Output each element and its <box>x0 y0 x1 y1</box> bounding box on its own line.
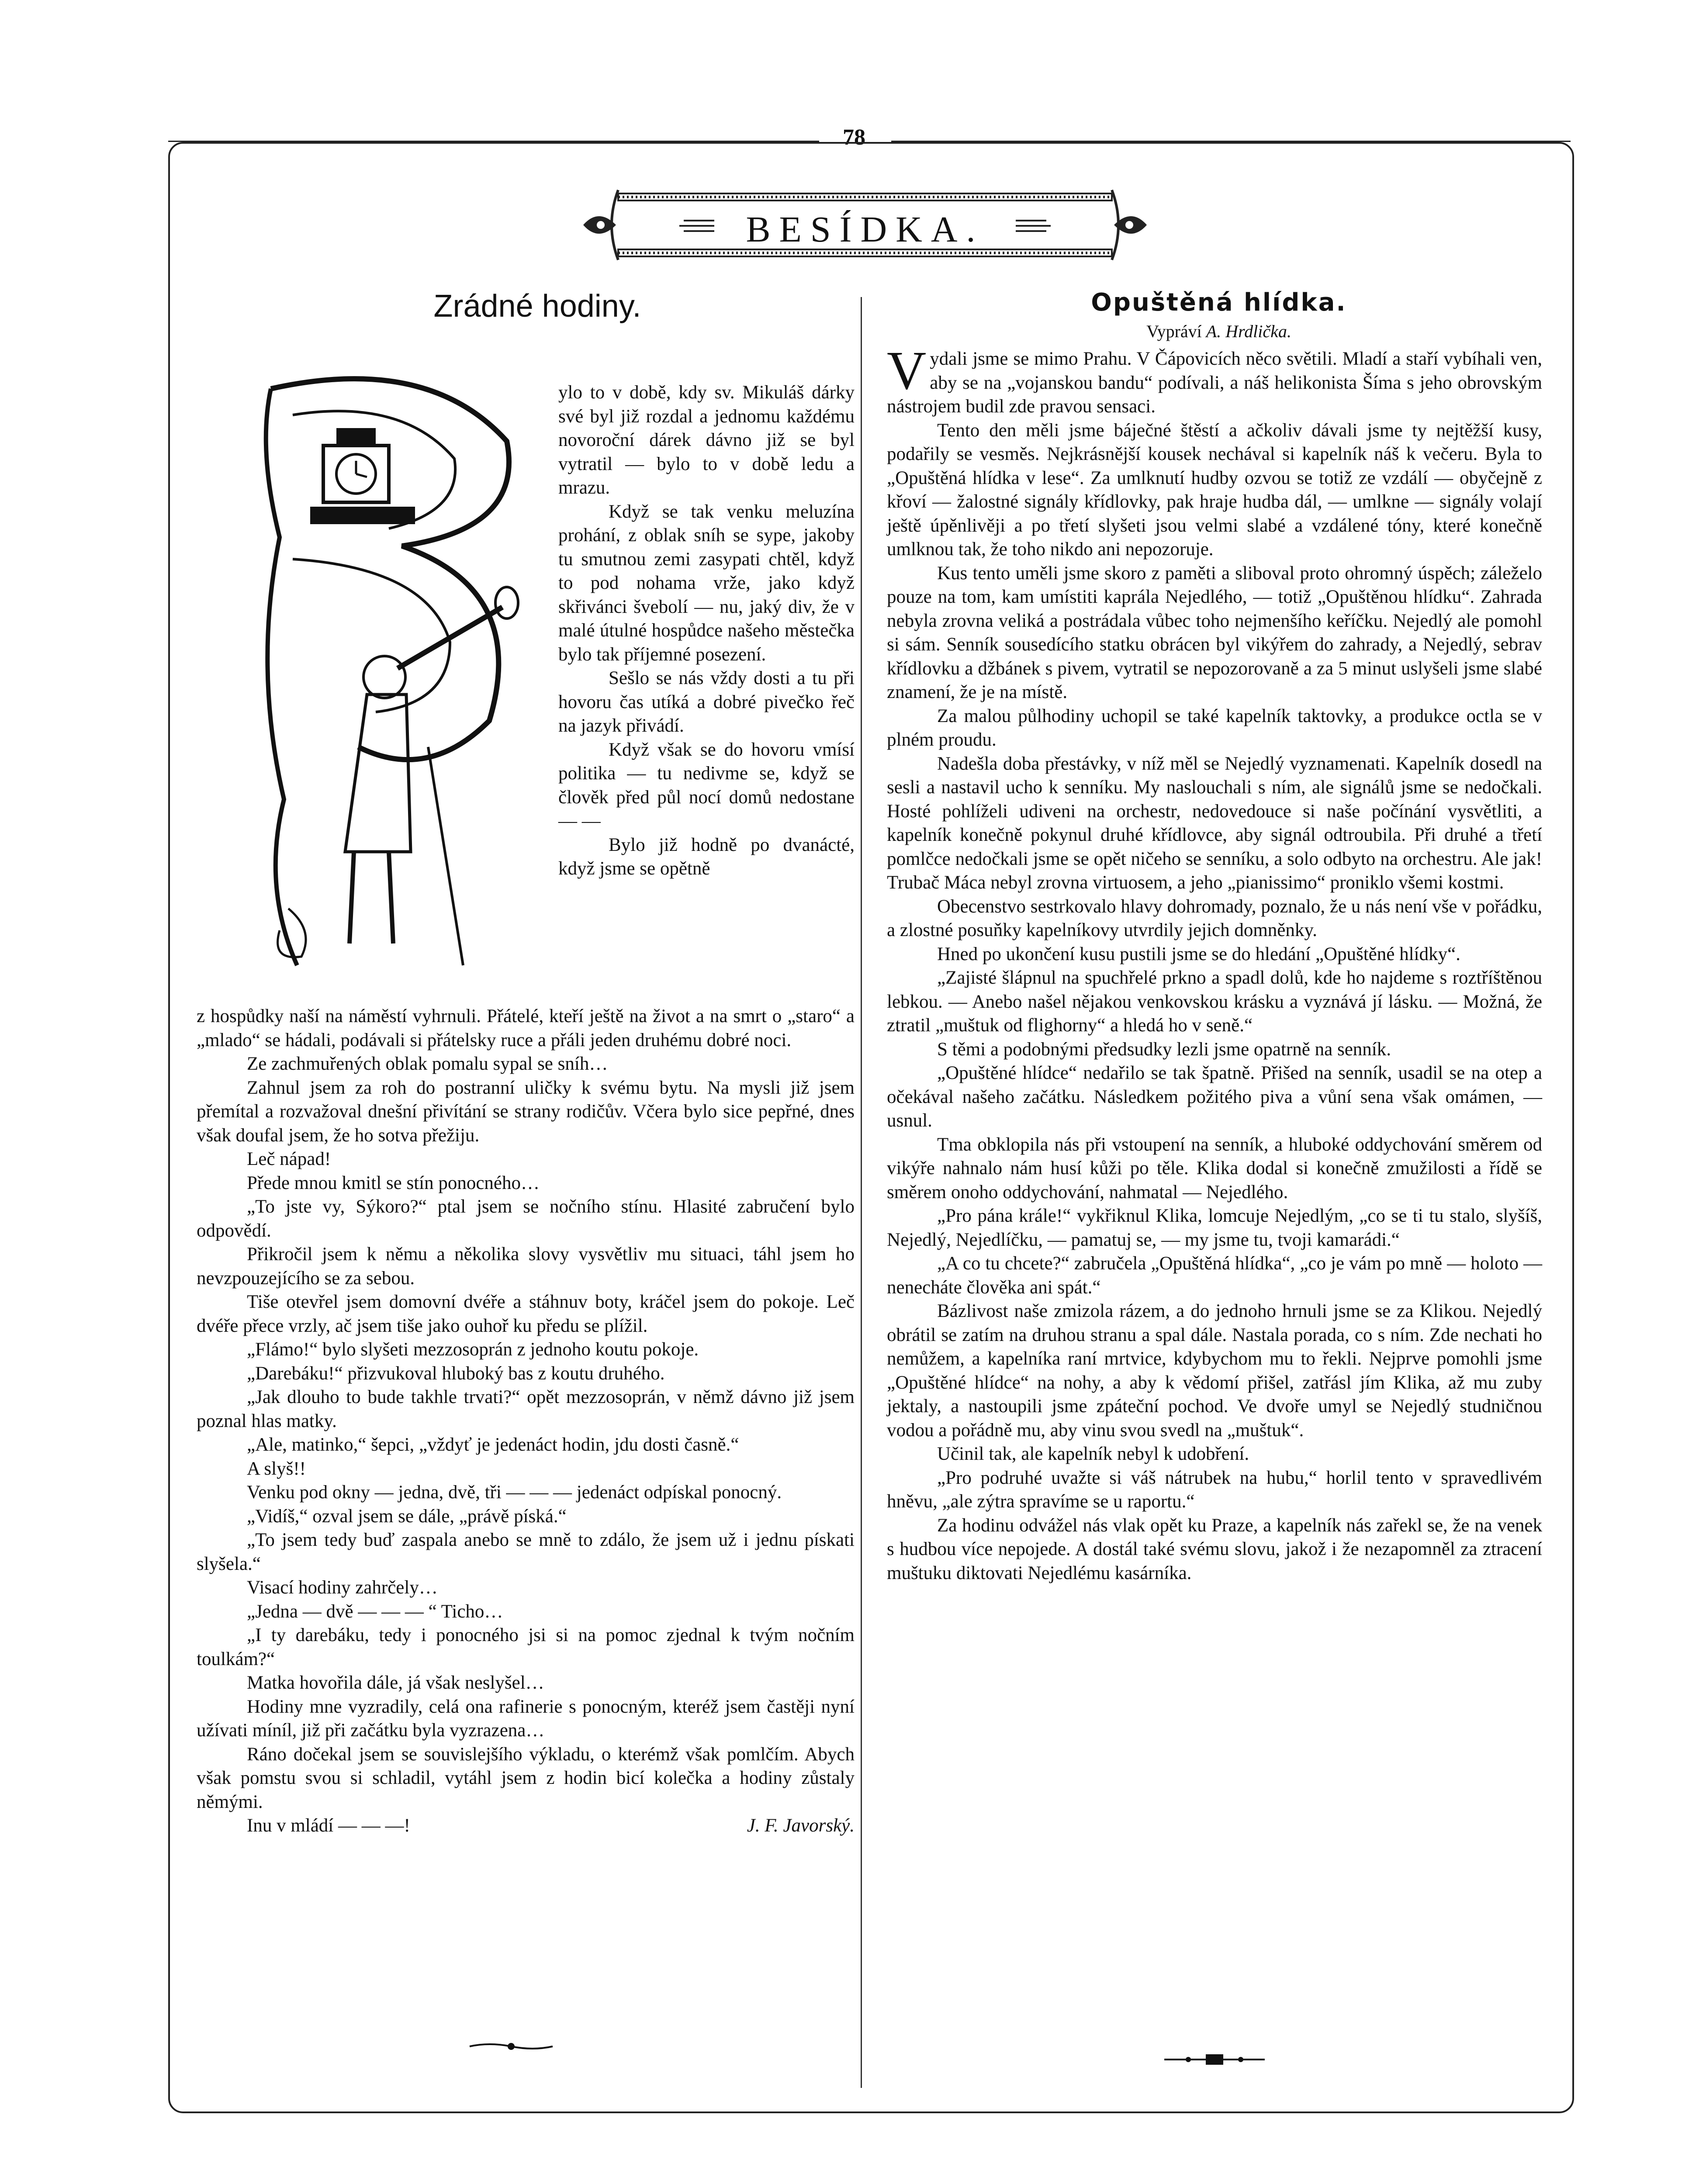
left-paragraph: Tiše otevřel jsem domovní dvéře a stáhnuv boty, kráčel jsem do pokoje. Leč dvéře přece vrzly, ač jsem tiše jako ouhoř ku předu se plížil. <box>197 1292 855 1336</box>
left-paragraph: „To jste vy, Sýkoro?“ ptal jsem se nočního stínu. Hlasité zabručení bylo odpovědí. <box>197 1196 855 1241</box>
left-paragraph: „To jsem tedy buď zaspala anebo se mně to zdálo, že jsem už i jednu pískati slyšela.“ <box>197 1530 855 1574</box>
left-paragraph: ylo to v době, kdy sv. Mikuláš dárky své byl již rozdal a jednomu každému novoroční dárek dávno již se byl vytratil — bylo to v době ledu a mrazu. <box>558 382 855 498</box>
right-paragraph: „Opuštěné hlídce“ nedařilo se tak špatně. Přišed na senník, usadil se na otep a očekával našeho začátku. Následkem požitého piva a vůní sena však omámen, — usnul. <box>887 1063 1542 1131</box>
right-paragraph: Obecenstvo sestrkovalo hlavy dohromady, poznalo, že u nás není vše v pořádku, a zlostné posuňky kapelníkovy utvrdily jejich domněnky. <box>887 896 1542 940</box>
left-paragraph: z hospůdky naší na náměstí vyhrnuli. Přátelé, kteří ještě na život a na smrt o „staro“ a „mlado“ se hádali, podávali si přátelsky ruce a přáli jeden druhému dobré noci. <box>197 1006 855 1051</box>
byline-author: A. Hrdlička. <box>1206 321 1291 341</box>
page-number: 78 <box>843 125 865 150</box>
right-paragraph: Za malou půlhodiny uchopil se také kapelník taktovky, a produkce octla se v plném proudu. <box>887 705 1542 750</box>
right-first-paragraph-text: ydali jsme se mimo Prahu. V Čápovicích něco světili. Mladí a staří vybíhali ven, aby se na „vojanskou bandu“ podívali, a náš helikonista Šíma s jeho obrovským nástrojem budil zde pravou sensaci. <box>887 349 1542 417</box>
right-paragraph: Bázlivost naše zmizola rázem, a do jednoho hrnuli jsme se za Klikou. Nejedlý obrátil se zatím na druhou stranu a spal dále. Nastala porada, co s ním. Zde nechati ho nemůžem, a kapelníka raní mrtvice, kdybychom mu to řekli. Nejprve pomohli jsme „Opuštěné hlídce“ na nohy, a aby k vědomí přišel, zatřásl jím Klika, až mu zuby jektaly, a nastoupili jsme zpáteční pochod. Ve dvoře umyl se Nejedlý studničnou vodou a pořádně mu, aby vinu svou svedl na „muštuk“. <box>887 1301 1542 1441</box>
left-article-body <box>197 1005 855 1838</box>
left-paragraph: Bylo již hodně po dvanácté, když jsme se opětně <box>558 834 855 879</box>
section-banner <box>574 186 1156 264</box>
left-paragraph: „Jedna — dvě — — — “ Ticho… <box>247 1601 503 1622</box>
left-paragraph: Hodiny mne vyzradily, celá ona rafinerie s ponocným, kteréž jsem častěji nyní užívati míníl, již při začátku byla vyzrazena… <box>197 1696 855 1741</box>
right-paragraph: Tento den měli jsme báječné štěstí a ačkoliv dávali jsme ty nejtěžší kusy, podařily se vesměs. Nejkrásnější kousek nechával si kapelník náš k večeru. Byla to „Opuštěná hlídka v lese“. Za umlknutí hudby ozvou se totiž ze vzdálí — obyčejně z křoví — žalostné signály křídlovky, pak hraje hudba dál, — umlkne — signály volají ještě úpěnlivěji a po třetí slyšeti jsou velmi slabé a vzdálené tóny, které konečně umlknou tak, že toho nikdo ani nepozoruje. <box>887 420 1542 560</box>
right-paragraph: Učinil tak, ale kapelník nebyl k udobření. <box>937 1444 1249 1464</box>
left-closing-line: Inu v mládí — — —! <box>247 1815 410 1836</box>
right-paragraph: Kus tento uměli jsme skoro z paměti a sliboval proto ohromný úspěch; záleželo pouze na tom, kam umístiti kaprála Nejedlého, — totiž „Opuštěnou hlídku“. Zahrada nebyla zrovna veliká a postrádala vůbec toho nejmenšího keříčku. Nejedlý ale pomohl si sám. Senník sousedícího statku obrácen byl vikýřem do zahrady, a Nejedlý, sebrav křídlovku a džbánek s pivem, vytratil se nepozorovaně a za 5 minut uslyšeli jsme slabé znamení, že je na místě. <box>887 563 1542 702</box>
banner-title: BESÍDKA. <box>746 209 984 250</box>
left-paragraph: Visací hodiny zahrčely… <box>247 1577 438 1598</box>
left-paragraph: A slyš!! <box>247 1458 306 1479</box>
left-paragraph: Ráno dočekal jsem se souvislejšího výkladu, o kterémž však pomlčím. Abych však pomstu svou si schladil, vytáhl jsem z hodin bicí kolečka a hodiny zůstaly němými. <box>197 1744 855 1812</box>
left-paragraph: „Flámo!“ bylo slyšeti mezzosoprán z jednoho koutu pokoje. <box>247 1339 699 1360</box>
right-paragraph <box>887 341 1542 419</box>
right-paragraph: Tma obklopila nás při vstoupení na senník, a hluboké oddychování směrem od vikýře nahnalo nám husí kůži po těle. Klika dodal si konečně zmužilosti a řídě se směrem onoho oddychování, nahmatal — Nejedlého. <box>887 1134 1542 1203</box>
left-paragraph: Sešlo se nás vždy dosti a tu při hovoru čas utíká a dobré pivečko řeč na jazyk přivádí. <box>558 668 855 736</box>
left-article-author: J. F. Javorský. <box>747 1815 855 1836</box>
right-article-body <box>887 341 1542 1585</box>
left-paragraph: „Vidíš,“ ozval jsem se dále, „právě píská.“ <box>247 1506 567 1527</box>
right-article-byline <box>913 321 1525 342</box>
left-paragraph: „Darebáku!“ přizvukoval hluboký bas z koutu druhého. <box>247 1363 665 1384</box>
right-paragraph: Hned po ukončení kusu pustili jsme se do hledání „Opuštěné hlídky“. <box>937 943 1460 964</box>
left-paragraph: „Ale, matinko,“ šepci, „vždyť je jedenáct hodin, jdu dosti časně.“ <box>247 1434 739 1455</box>
left-paragraph: Přikročil jsem k němu a několika slovy vysvětliv mu situaci, táhl jsem ho nevzpouzejícího se za sebou. <box>197 1244 855 1289</box>
illuminated-initial-b-illustration <box>245 363 550 983</box>
left-end-ornament <box>467 2040 555 2053</box>
right-paragraph: S těmi a podobnými předsudky lezli jsme opatrně na senník. <box>937 1039 1391 1060</box>
left-paragraph: Přede mnou kmitl se stín ponocného… <box>247 1172 540 1193</box>
right-article-title: Opuštěná hlídka. <box>1091 288 1347 317</box>
right-end-ornament <box>1162 2053 1267 2066</box>
left-paragraph: Venku pod okny — jedna, dvě, tři — — — jedenáct odpískal ponocný. <box>247 1482 782 1503</box>
right-paragraph: „Pro podruhé uvažte si váš nátrubek na hubu,“ horlil tento v spravedlivém hněvu, „ale zýtra spravíme se u raportu.“ <box>887 1467 1542 1512</box>
left-article-title: Zrádné hodiny. <box>433 289 641 324</box>
right-paragraph: „A co tu chcete?“ zabručela „Opuštěná hlídka“, „co je vám po mně — holoto — nenecháte člověka ani spát.“ <box>887 1253 1542 1298</box>
right-drop-cap: V <box>887 341 927 401</box>
right-paragraph: „Zajisté šlápnul na spuchřelé prkno a spadl dolů, kde ho najdeme s roztříštěnou lebkou. — Anebo našel nějakou venkovskou krásku a vyznává jí lásku. — Možná, že ztratil „muštuk od flighorny“ a hledá ho v seně.“ <box>887 968 1542 1036</box>
left-paragraph: „I ty darebáku, tedy i ponocného jsi si na pomoc zjednal k tvým nočním toulkám?“ <box>197 1625 855 1669</box>
right-paragraph: „Pro pána krále!“ vykřiknul Klika, lomcuje Nejedlým, „co se ti tu stalo, slyšíš, Nejedlý, Nejedlíčku, — pamatuj se, — my jsme tu, tvoji kamarádi.“ <box>887 1206 1542 1250</box>
column-divider <box>861 297 862 2088</box>
left-paragraph: Když se tak venku meluzína prohání, z oblak sníh se sype, jakoby tu smutnou zemi zasypati chtěl, když to pod nohama vrže, jako když skřivánci švebolí — nu, jaký div, že v malé útulné hospůdce našeho městečka bylo tak příjemné posezení. <box>558 501 855 665</box>
left-paragraph: Ze zachmuřených oblak pomalu sypal se sníh… <box>247 1054 608 1074</box>
left-article-wrapped-text <box>558 381 855 881</box>
left-paragraph: Leč nápad! <box>247 1149 331 1169</box>
byline-prefix: Vypráví <box>1146 321 1202 341</box>
right-paragraph: Za hodinu odvážel nás vlak opět ku Praze, a kapelník nás zařekl se, že na venek s hudbou více nepojede. A dostál také svému slovu, jakož i že nezapomněl za ztracení muštuku diktovati Nejedlému kasárníka. <box>887 1515 1542 1583</box>
left-paragraph: Když však se do hovoru vmísí politika — tu nedivme se, když se člověk před půl nocí domů nedostane — — <box>558 739 855 831</box>
left-paragraph: Zahnul jsem za roh do postranní uličky k svému bytu. Na mysli již jsem přemítal a rozvažoval dnešní přivítání se strany rodičův. Včera bylo sice pepřné, dnes však doufal jsem, že ho sotva přežiju. <box>197 1077 855 1146</box>
left-paragraph: Matka hovořila dále, já však neslyšel… <box>247 1673 544 1693</box>
left-paragraph: „Jak dlouho to bude takhle trvati?“ opět mezzosoprán, v němž dávno již jsem poznal hlas matky. <box>197 1387 855 1431</box>
right-paragraph: Nadešla doba přestávky, v níž měl se Nejedlý vyznamenati. Kapelník dosedl na sesli a nastavil ucho k senníku. My naslouchali s ním, ale signálů jsme se nedočkali. Hosté pohlíželi udiveni na orchestr, nedovedouce si naše počínání vysvětliti, a kapelník konečně pokynul druhé křídlovce, aby signál odtroubila. Při druhé a třetí pomlčce nedočkali jsme se opět ničeho se senníku, a solo odbyto na orchestru. Ale jak! Trubač Máca nebyl zrovna virtuosem, a jeho „pianissimo“ proniklo všemi kostmi. <box>887 753 1542 893</box>
